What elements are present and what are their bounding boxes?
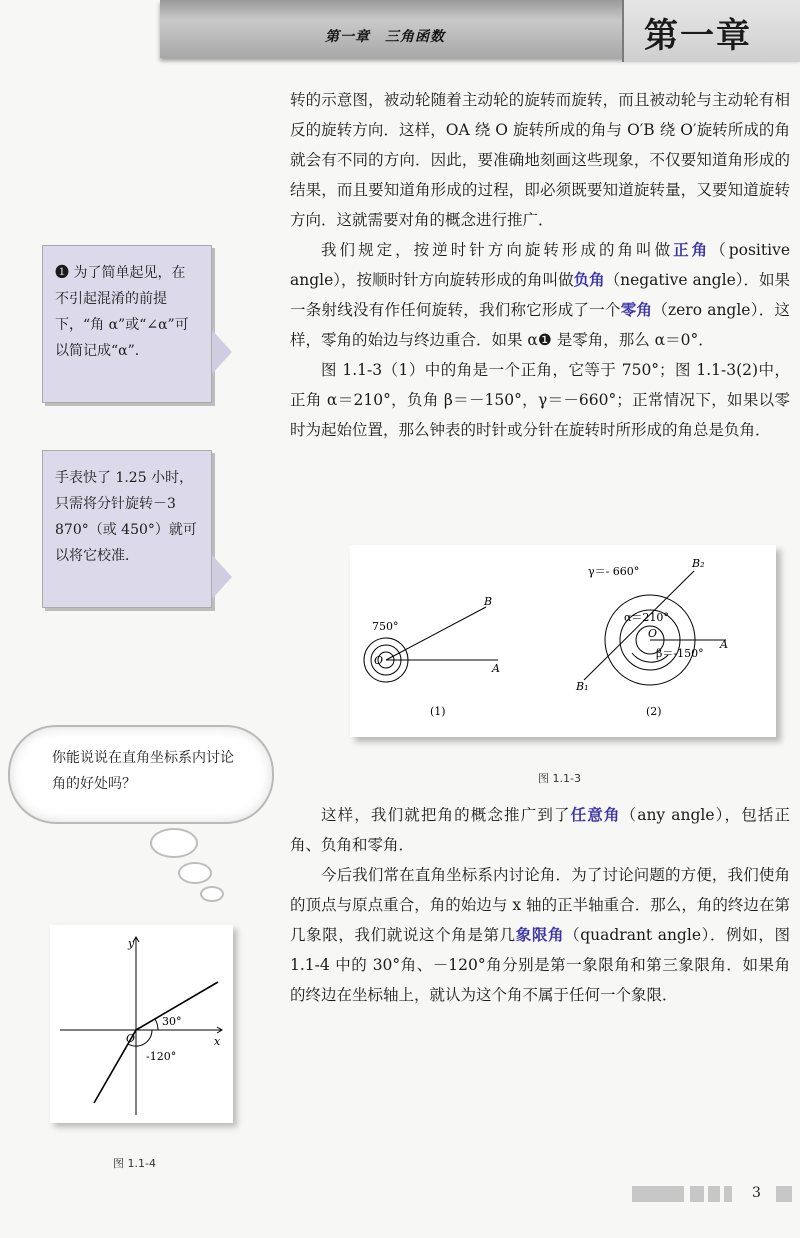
side-note-1-tail [212,330,232,374]
label-O-1: O [374,654,384,667]
figure-1-1-4-caption: 图 1.1-4 [113,1157,156,1170]
label-B2: B₂ [692,557,705,570]
p2-text-b: （positive angle），按顺时针方向旋转形成的角叫做 [290,241,790,289]
label-A-1: A [492,662,500,675]
paragraph-5 [290,860,790,1010]
label-sub1: (1) [430,705,446,718]
footer-block-2 [690,1186,704,1202]
paragraph-4 [290,800,790,860]
side-note-2-tail [212,555,232,599]
label-origin: O [126,1032,136,1045]
thought-cloud-text: 你能说说在直角坐标系内讨论角的好处吗？ [52,750,234,792]
side-note-2 [42,450,212,608]
cloud-bubble-small [200,886,224,902]
p4-text-b: （any angle），包括正角、负角和零角． [290,806,790,854]
footer-block-3 [708,1186,720,1202]
chapter-title: 第一章 三角函数 [325,29,445,45]
term-quadrant-angle: 象限角 [515,926,565,944]
figure-1-1-3-caption: 图 1.1-3 [538,772,581,785]
ray-OB-1 [386,607,486,660]
label-B1: B₁ [576,680,589,693]
label-gamma: γ＝- 660° [588,565,640,578]
line-B1-B2 [584,571,694,680]
side-note-1-text: ❶ 为了简单起见，在不引起混淆的前提下，“角 α”或“∠α”可以简记成“α”． [55,265,189,359]
body-text-top [290,85,790,445]
body-text-bottom [290,800,790,1010]
p5-text-b: （quadrant angle）．例如，图 1.1-4 中的 30°角、－120°角分别是第一象限角和第三象限角．如果角的终边在坐标轴上，就认为这个角不属于任何一个象限． [290,926,790,1004]
term-positive-angle: 正角 [673,241,711,259]
p2-text-a: 我们规定，按逆时针方向旋转形成的角叫做 [321,241,674,259]
label-O-2: O [648,627,658,640]
arc-30 [155,1019,158,1030]
chapter-tab [622,0,800,62]
paragraph-3: 图 1.1-3（1）中的角是一个正角，它等于 750°；图 1.1-3(2)中，正角 α＝210°，负角 β＝－150°，γ＝－660°；正常情况下，如果以零时为起始位置，那么钟表的时针或分针在旋转时所形成的角总是负角． [290,361,790,439]
figure-1-1-4-svg [50,925,233,1123]
label-neg120: -120° [146,1050,177,1063]
figure-1-1-4 [50,925,233,1123]
footer-block-4 [724,1186,732,1202]
term-negative-angle: 负角 [573,271,605,289]
p2-text-c: （negative angle）．如果一条射线没有作任何旋转，我们称它形成了一个 [290,271,790,319]
label-beta: β＝-150° [656,647,704,660]
cloud-bubble-medium [178,862,212,884]
page-number: 3 [752,1185,761,1201]
figure-1-1-3-svg [350,545,776,737]
side-note-2-text: 手表快了 1.25 小时，只需将分针旋转－3 870°（或 450°）就可以将它校准． [55,470,197,564]
p2-text-d: （zero angle）．这样，零角的始边与终边重合．如果 α❶ 是零角，那么 α＝0°． [290,301,790,349]
footer-block-5 [776,1186,792,1202]
cloud-bubble-large [150,828,198,858]
p4-text-a: 这样，我们就把角的概念推广到了 [321,806,571,824]
label-sub2: (2) [646,705,662,718]
figure-1-1-3 [350,545,776,737]
paragraph-2 [290,235,790,355]
term-any-angle: 任意角 [570,806,621,824]
label-x: x [214,1035,221,1048]
label-750: 750° [372,620,399,633]
side-note-1 [42,245,212,403]
chapter-tab-label: 第一章 [644,16,752,56]
label-B-1: B [484,595,493,608]
p5-text-a: 今后我们常在直角坐标系内讨论角．为了讨论问题的方便，我们使角的顶点与原点重合，角的始边与 x 轴的正半轴重合．那么，角的终边在第几象限，我们就说这个角是第几 [290,866,790,944]
footer-block-1 [632,1186,684,1202]
label-y: y [128,937,135,950]
paragraph-1: 转的示意图，被动轮随着主动轮的旋转而旋转，而且被动轮与主动轮有相反的旋转方向．这样，OA 绕 O 旋转所成的角与 O′B 绕 O′旋转所成的角就会有不同的方向．因此，要准确地刻画这些现象，不仅要知道角形成的结果，而且要知道角形成的过程，即必须既要知道旋转量，又要知道旋转方向．这就需要对角的概念进行推广． [290,91,790,229]
term-zero-angle: 零角 [620,301,653,319]
label-A-2: A [720,638,728,651]
label-alpha: α＝210° [624,611,669,624]
label-30: 30° [162,1015,182,1028]
